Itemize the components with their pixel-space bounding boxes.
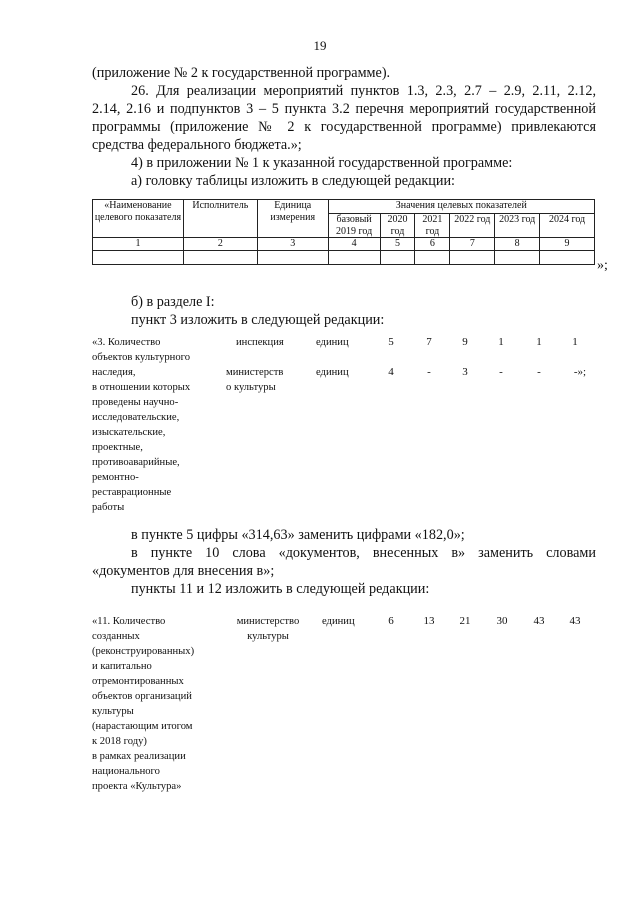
column-number: 6: [415, 238, 450, 251]
column-number: 1: [93, 238, 184, 251]
header-2021: 2021 год: [415, 214, 450, 238]
item3-row1-value: 5: [388, 336, 394, 348]
item11-unit: единиц: [322, 616, 355, 627]
item11-value: 43: [533, 615, 545, 627]
text-line: (приложение № 2 к государственной программе).: [92, 65, 391, 81]
table-header: [92, 199, 595, 265]
point-10-text-line-2: «документов для внесения в»;: [92, 563, 275, 579]
header-base-year: базовый 2019 год: [328, 214, 380, 238]
item11-indicator-name: «11. Количество созданных (реконструированных) и капитально отремонтированных объектов организаций культуры (нарастающим итогом к 2018 году) в рамках реализации национального проекта «Культура»: [92, 616, 195, 792]
point-5-text: в пункте 5 цифры «314,63» заменить цифрами «182,0»;: [131, 527, 465, 543]
column-number: 3: [257, 238, 328, 251]
item-a-heading: а) головку таблицы изложить в следующей редакции:: [131, 173, 455, 189]
header-values-group: Значения целевых показателей: [328, 200, 594, 214]
item11-value: 43: [569, 615, 581, 627]
item3-row2-value: -: [499, 366, 503, 378]
item11-value: 21: [459, 615, 471, 627]
item3-row1-value: 1: [498, 336, 504, 348]
item11-value: 30: [496, 615, 508, 627]
column-number: 7: [450, 238, 495, 251]
paragraph-26-line-4: средства федерального бюджета.»;: [92, 137, 302, 153]
header-executor: Исполнитель: [183, 200, 257, 238]
header-2022: 2022 год: [450, 214, 495, 238]
item3-row1-value: 7: [426, 336, 432, 348]
header-2020: 2020 год: [380, 214, 415, 238]
header-indicator-name: «Наименование целевого показателя: [93, 200, 184, 238]
item3-row1-value: 9: [462, 336, 468, 348]
header-unit: Единица измерения: [257, 200, 328, 238]
item3-row2-value: 4: [388, 366, 394, 378]
column-number: 9: [540, 238, 595, 251]
header-2024: 2024 год: [540, 214, 595, 238]
page-number: 19: [313, 38, 327, 53]
item3-indicator-name: «3. Количество объектов культурного наследия, в отношении которых проведены научно- исследовательские, изыскательские, проектные, противоаварийные, ремонтно- реставрационные работы: [92, 337, 191, 513]
item3-row2-unit: единиц: [316, 367, 349, 378]
column-number: 4: [328, 238, 380, 251]
item3-row2-executor: министерств о культуры: [226, 367, 284, 393]
item3-row2-value: -»;: [573, 366, 587, 378]
item11-executor: министерство культуры: [236, 616, 300, 642]
item3-row2-value: 3: [462, 366, 468, 378]
item3-row1-value: 1: [536, 336, 542, 348]
paragraph-26-line-3: программы (приложение № 2 к государственной программе) привлекаются: [92, 119, 596, 135]
point-3-heading: пункт 3 изложить в следующей редакции:: [131, 312, 385, 328]
points-11-12-heading: пункты 11 и 12 изложить в следующей редакции:: [131, 581, 430, 597]
item11-value: 6: [388, 615, 394, 627]
empty-row: [93, 250, 595, 264]
column-numbers-row: [93, 238, 595, 251]
column-number: 2: [183, 238, 257, 251]
paragraph-26-line-1: 26. Для реализации мероприятий пунктов 1.3, 2.3, 2.7 – 2.9, 2.11, 2.12,: [131, 83, 596, 99]
column-number: 8: [495, 238, 540, 251]
item3-row2-value: -: [427, 366, 431, 378]
item3-row1-value: 1: [572, 336, 578, 348]
column-number: 5: [380, 238, 415, 251]
header-2023: 2023 год: [495, 214, 540, 238]
item-4-heading: 4) в приложении № 1 к указанной государственной программе:: [131, 155, 513, 171]
item3-row1-unit: единиц: [316, 337, 349, 348]
item-b-heading: б) в разделе I:: [131, 294, 215, 310]
item11-value: 13: [423, 615, 435, 627]
point-10-text-line-1: в пункте 10 слова «документов, внесенных в» заменить словами: [131, 545, 596, 561]
item3-row1-executor: инспекция: [236, 337, 284, 348]
paragraph-26-line-2: 2.14, 2.16 и подпунктов 3 – 5 пункта 3.2 перечня мероприятий государственной: [92, 101, 596, 117]
item3-row2-value: -: [537, 366, 541, 378]
table-closing-quote: »;: [597, 258, 608, 273]
